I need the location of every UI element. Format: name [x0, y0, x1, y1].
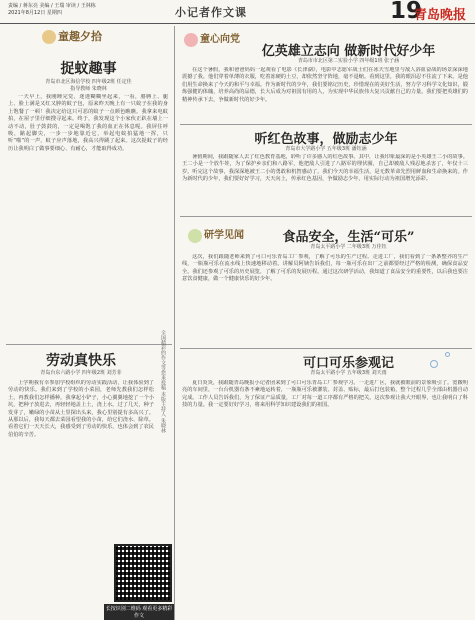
article-byline-cola-visit: 青岛太平路小学 五年级3班 刘天雨: [310, 370, 387, 376]
decor-bubble: [445, 352, 450, 357]
article-title-hero: 亿英雄立志向 做新时代好少年: [261, 44, 436, 59]
newspaper-logo: 青岛晚报: [414, 8, 467, 23]
decor-bubble: [430, 360, 438, 368]
article-body-catch-mosquito: 一天早上，我刚睡完觉，迷迷糊糊坐起来，一看，胳膊上、腿上、脸上满是又红又肿的蚊子包，原来昨天晚上有一只蚊子在我的身上饱餐了一顿！我决定给这只可恶的蚊子一点颜色瞧瞧。我拿来电蚊拍，在屋子里仔细搜寻起来。终于，我发现这个小家伙正趴在墙上一动不动，肚子鼓鼓的，一定是喝饱了我的血正在休息呢。我屏住呼吸，踮起脚尖，一步一步地靠近它，举起电蚊拍猛地一挥，只听“啪”的一声，蚊子应声落地，我高兴得跳了起来。这次捉蚊子的经历让我明白了做事要细心、有耐心，才能取得成功。: [8, 94, 168, 152]
section-title: 小记者作文课: [175, 6, 247, 19]
header-meta: [8, 3, 96, 17]
right-divider-3: [180, 348, 472, 349]
article-title-labor: 劳动真快乐: [46, 353, 116, 369]
qr-code[interactable]: [114, 544, 172, 602]
left-section-divider: [6, 344, 172, 345]
left-column-banner: [42, 28, 102, 44]
article-title-red-story: 听红色故事，做励志少年: [254, 132, 398, 147]
article-body-labor: 上学期我有幸参加学校组织的劳动实践活动，让我体验到了劳动的快乐。我们来到了学校的小菜园，老师先教我们怎样松土，再教我们怎样播种。我拿起小铲子，小心翼翼地挖了一个小坑，把种子放进去，再轻轻地盖上土，浇上水。过了几天，种子发芽了，嫩绿的小苗从土里探出头来，我心里别提有多高兴了。从那以后，我每天都去菜园看望我的小苗，给它们浇水、除草。看着它们一天天长大，我感受到了劳动的快乐，也体会到了农民伯伯的辛苦。: [8, 380, 154, 438]
byline-school: 青岛市北区海信学校 四年级2班 任定佳: [45, 79, 132, 85]
left-column-banner-label: 童趣夕拾: [58, 30, 102, 43]
page-header: [0, 0, 475, 24]
article-byline-hero: 青岛市市北区第二实验小学 四年级1班 张子涵: [297, 58, 400, 64]
page-number: 19: [390, 0, 423, 24]
right-column-banner-2-label: 研学见闻: [204, 230, 244, 241]
article-byline-red-story: 青岛市大学路小学 五年级3班 潘钰涵: [285, 146, 367, 152]
vertical-note: 全国精彩的作文等您来投稿 本版主持人 朱晓林: [160, 330, 166, 434]
article-body-red-story: 暑假期间，我跟随家人去了红色教育基地，聆听了许多感人的红色故事。其中，让我印象最深的是小英雄王二小的故事。王二小是一个放牛娃，为了保护乡亲们和八路军，他把敌人引进了八路军的埋伏圈，自己却被敌人残忍地杀害了，年仅十三岁。听完这个故事，我深深地被王二小的勇敢和机智感动了。我们今天的幸福生活，是无数革命先烈用鲜血和生命换来的。作为新时代的少年，我们要好好学习，天天向上，传承红色基因，争做励志少年，用实际行动为祖国增光添彩。: [182, 154, 468, 183]
flower-icon: [42, 30, 56, 44]
right-divider-2: [180, 216, 472, 217]
article-title-food-safety: 食品安全，生活“可乐”: [282, 230, 415, 245]
right-divider-1: [180, 124, 472, 125]
article-byline-catch-mosquito: [6, 78, 171, 92]
byline-teacher: 指导教师 朱晓林: [70, 86, 107, 92]
right-column-banner-label: 童心向党: [200, 34, 240, 45]
qr-caption: 长按识别二维码 观看更多精彩作文: [105, 606, 173, 619]
header-date: 2021年8月12日 星期四: [8, 10, 62, 16]
book-icon: [188, 229, 202, 243]
article-byline-food-safety: 青岛太平路小学 二年级3班 万佳钰: [310, 244, 387, 250]
article-body-food-safety: 这次，我们跟随老师来到了可口可乐青岛工厂参观，了解了可乐的生产过程。走进工厂，我们看到了一条条整齐的生产线，一瓶瓶可乐在流水线上快速地移动着。讲解员阿姨告诉我们，每一瓶可乐在出厂之前都要经过严格的检测，确保食品安全。我们还参观了可乐的历史展览，了解了可乐的发展历程。通过这次研学活动，我知道了食品安全的重要性，以后我也要注意饮食健康，做一个健康快乐的好少年。: [182, 254, 468, 283]
article-title-cola-visit: 可口可乐参观记: [302, 356, 394, 371]
article-body-hero: 在这个暑假，我和爸爸妈妈一起观看了电影《长津湖》，电影中志愿军战士们在冰天雪地里与敌人浴血奋战的场景深深地震撼了我。他们穿着单薄的衣服，吃着冻硬的土豆，却依然坚守阵地，毫不退缩。看到这里，我的眼泪忍不住流了下来。是他们用生命换来了今天的和平与幸福。作为新时代的少年，我们要铭记历史，珍惜现在的美好生活，努力学习科学文化知识，锻炼强健的体魄，培养高尚的品德，长大后成为对祖国有用的人，为实现中华民族伟大复兴贡献自己的力量。我们要把英雄们的精神传承下去，争做新时代的好少年。: [182, 67, 468, 103]
article-byline-labor: 青岛台东六路小学 四年级2班 刘芳菲: [40, 370, 122, 376]
header-editors: 责编 / 蒋东亮 美编 / 王瑞 审读 / 王林栋: [8, 3, 96, 9]
article-title-catch-mosquito: 捉蚊趣事: [60, 61, 117, 77]
column-divider: [174, 26, 175, 620]
article-body-cola-visit: 夏日炎炎，我跟随青岛晚报小记者团来到了可口可乐青岛工厂参观学习。一走进厂区，我就被眼前的景象吸引了。宽敞明亮的车间里，一台台机器有条不紊地运转着，一瓶瓶可乐被灌装、封盖、贴标，最后打包装箱，整个过程几乎全部由机器自动完成。工作人员告诉我们，为了保证产品质量，工厂对每一道工序都有严格的把关。这次参观让我大开眼界，也让我明白了科技的力量。我一定要好好学习，将来用科学知识建设我们的祖国。: [182, 380, 468, 409]
heart-icon: [184, 33, 198, 47]
